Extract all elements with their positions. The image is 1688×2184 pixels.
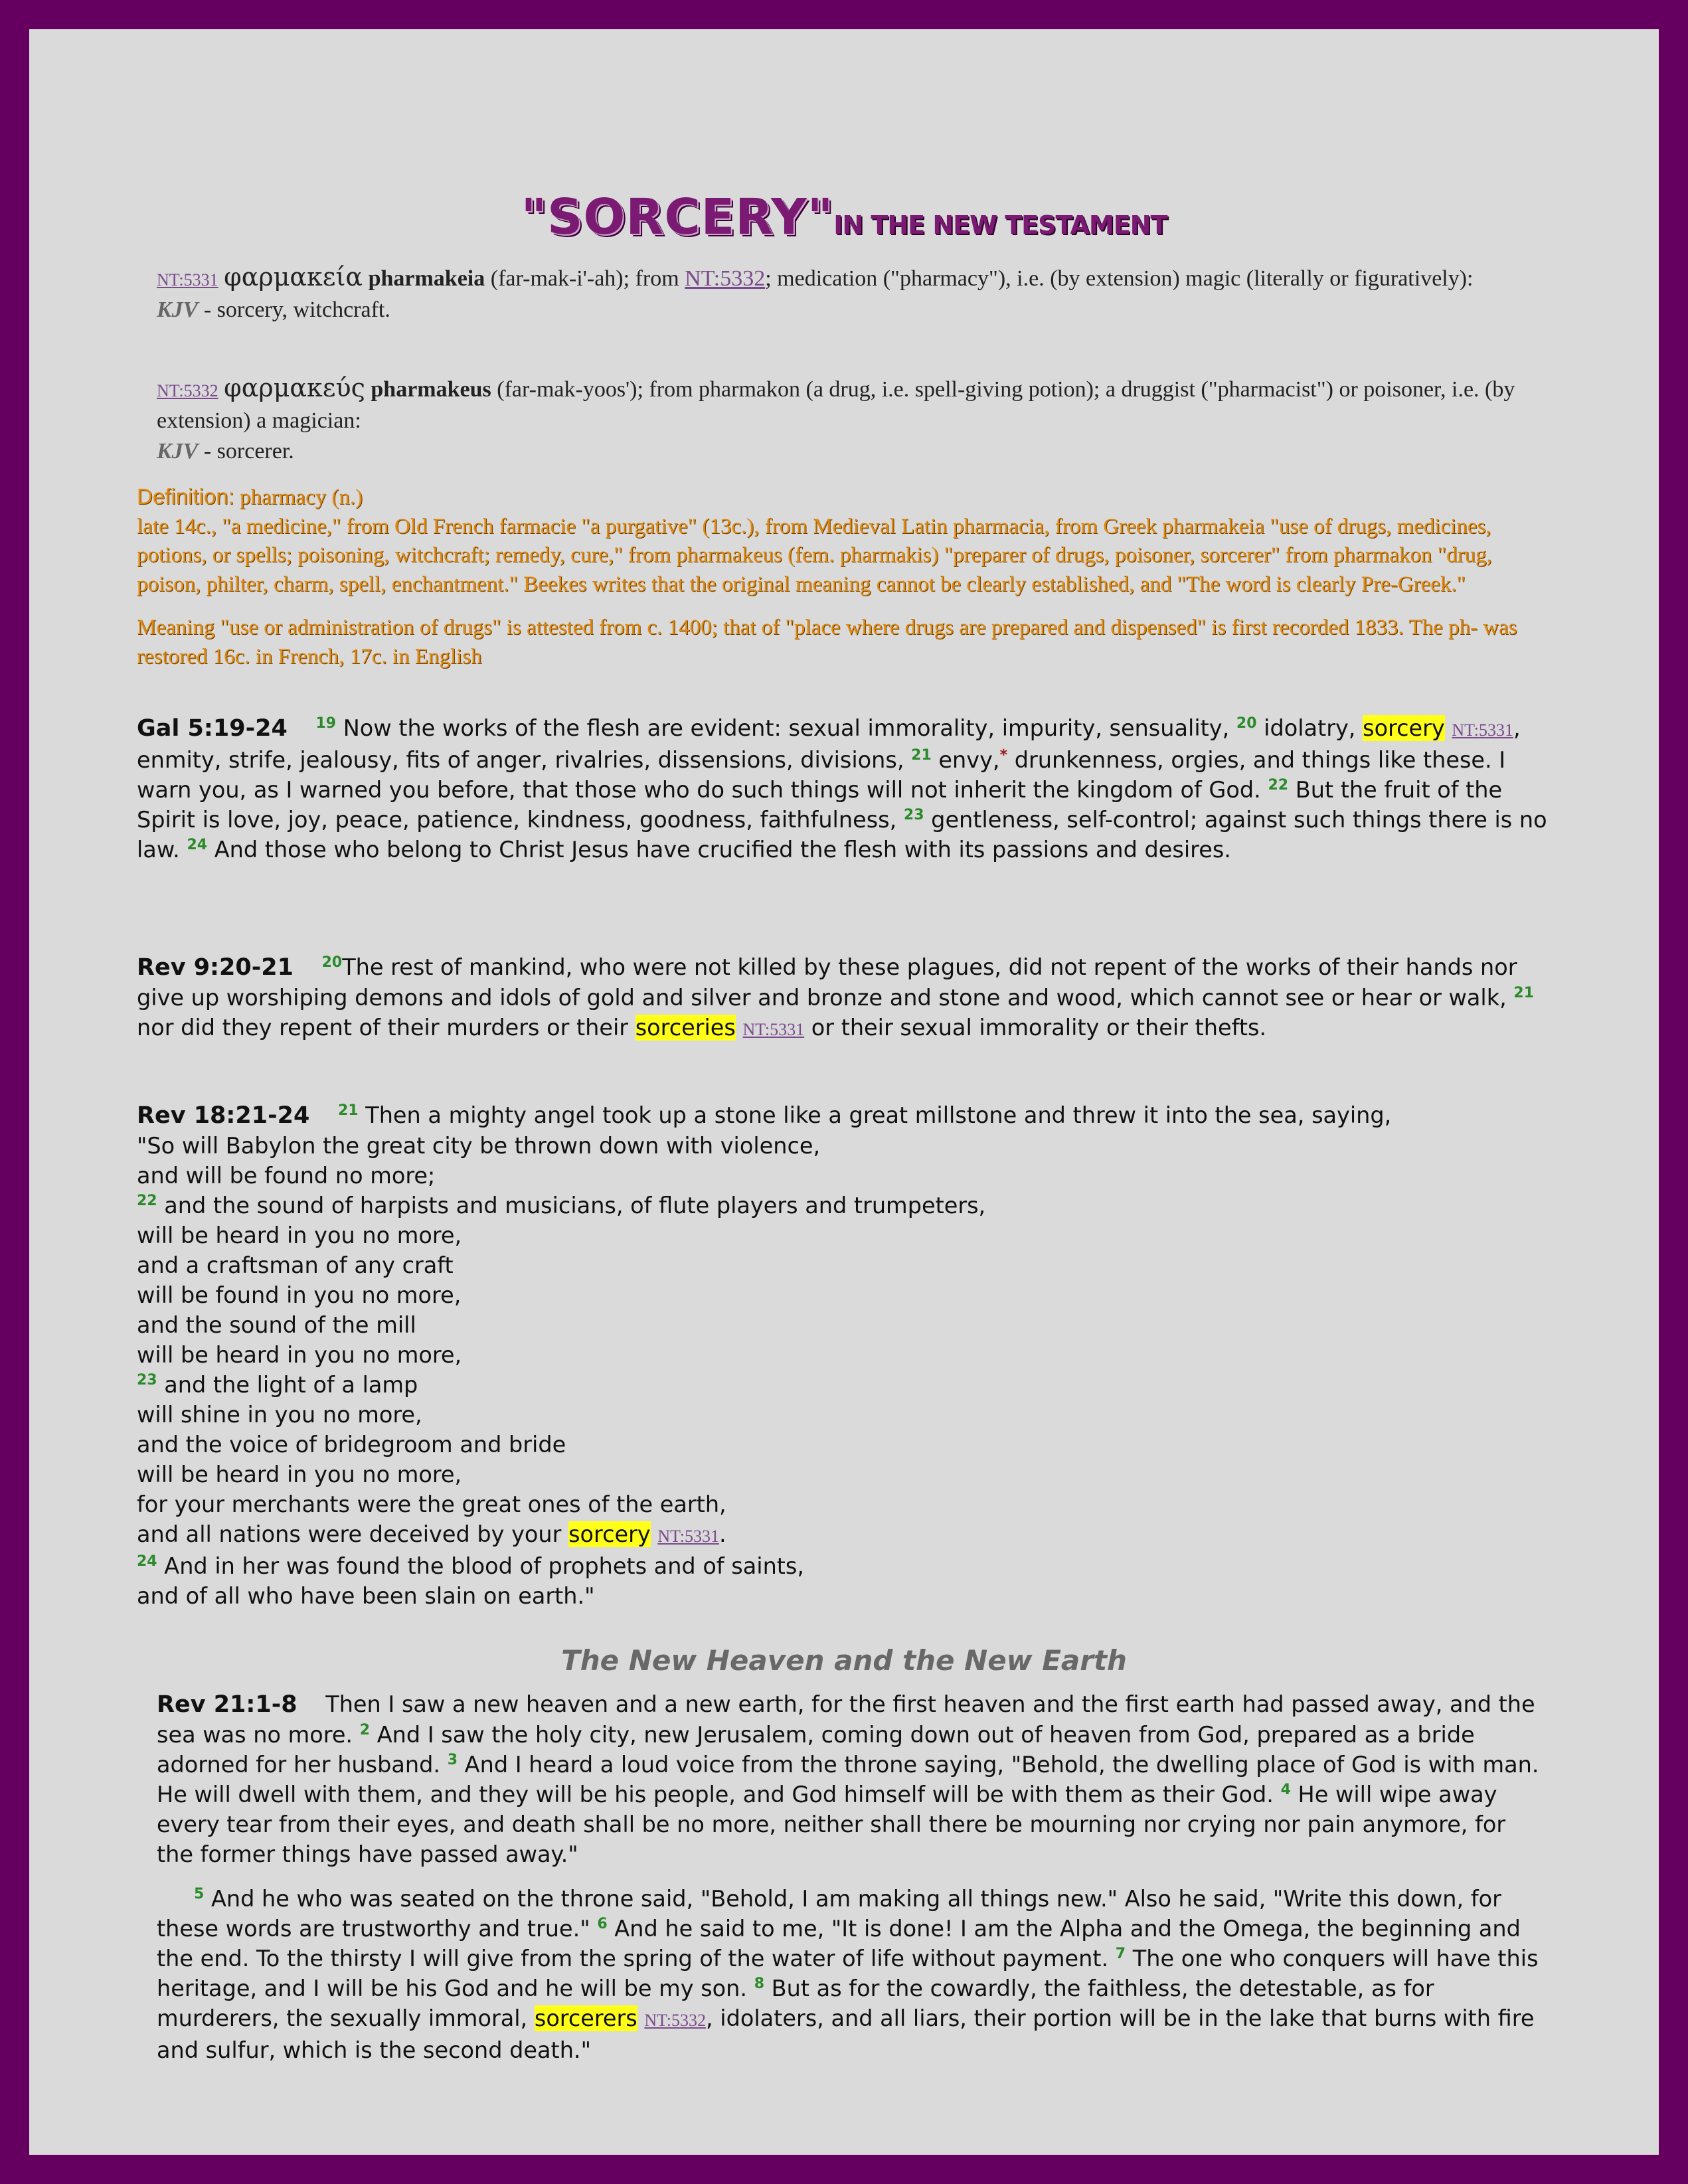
verse-text: He will wipe away every tear from their eyes, and death shall be no more, neither shall there be mourning nor crying nor pain anymore, for the former things have passed away.": [157, 1782, 1506, 1867]
footnote-marker[interactable]: *: [999, 746, 1008, 764]
kjv-label: KJV: [157, 438, 199, 463]
verse-number: 20: [1236, 714, 1257, 732]
verse-text: The rest of mankind, who were not killed by these plagues, did not repent of the works of their hands nor give up worshiping demons and idols of gold and silver and bronze and stone and wood, which cannot see or hear or walk,: [137, 954, 1517, 1011]
verse-text: And he said to me, "It is done! I am the Alpha and the Omega, the beginning and the end. To the thirsty I will give from the spring of the water of life without payment.: [157, 1916, 1521, 1972]
lexicon-gloss: (far-mak-yoos'); from pharmakon (a drug, i.e. spell-giving potion); a druggist ("pharmacist") or poisoner, i.e. (by extension) a magician:: [157, 377, 1515, 433]
verse-text: or their sexual immorality or their thefts.: [804, 1015, 1267, 1041]
verse-text: envy,: [931, 747, 1000, 773]
verse-number: 2: [359, 1721, 371, 1738]
verse-number: 7: [1115, 1945, 1126, 1962]
verse-number: 21: [1513, 984, 1535, 1001]
verse-number: 5: [194, 1885, 205, 1902]
verse-text: , enmity, strife, jealousy, fits of anger, rivalries, dissensions, divisions,: [137, 715, 1521, 773]
verse-reference: Rev 18:21-24: [137, 1102, 310, 1129]
punctuation: .: [718, 1521, 726, 1547]
verse-number: 23: [903, 806, 924, 823]
greek-word: φαρμακεία: [224, 262, 363, 292]
lexicon-entry-5332: [157, 371, 1518, 467]
strongs-link-5332[interactable]: NT:5332: [157, 381, 218, 400]
definition-para-1: late 14c., "a medicine," from Old French farmacie "a purgative" (13c.), from Medieval Latin pharmacia, from Greek pharmakeia "use of drugs, medicines, potions, or spells; poisoning, witchcraft; remedy, cure," from pharmakeus (fem. pharmakis) "preparer of drugs, poisoner, sorcerer" from pharmakon "drug, poison, philter, charm, spell, enchantment." Beekes writes that the original meaning cannot be clearly established, and "The word is clearly Pre-Greek.": [137, 514, 1492, 596]
strongs-link-5331[interactable]: NT:5331: [1452, 720, 1513, 740]
strongs-link-5331[interactable]: NT:5331: [657, 1527, 719, 1546]
poem-line: and all nations were deceived by your: [137, 1521, 569, 1547]
kjv-translations: - sorcery, witchcraft.: [198, 297, 390, 322]
verse-text: And I saw the holy city, new Jerusalem, coming down out of heaven from God, prepared as a bride adorned for her husband.: [157, 1722, 1475, 1778]
highlighted-word: sorcery: [568, 1521, 651, 1547]
passage-rev-21: [157, 1689, 1545, 2065]
page-panel: [29, 29, 1659, 2155]
poem-line: and the light of a lamp: [157, 1372, 418, 1398]
verse-text: drunkenness, orgies, and things like these. I warn you, as I warned you before, that those who do such things will not inherit the kingdom of God.: [137, 747, 1506, 803]
transliteration: pharmakeus: [371, 377, 491, 402]
verse-text: The one who conquers will have this heritage, and I will be his God and he will be my son.: [157, 1946, 1539, 2001]
poem-line: And in her was found the blood of prophets and of saints,: [157, 1553, 805, 1579]
pronunciation: (far-mak-i'-ah); from: [490, 266, 679, 291]
poem-line: will be heard in you no more,: [137, 1222, 462, 1248]
verse-number: 23: [137, 1371, 157, 1388]
verse-reference: Gal 5:19-24: [137, 715, 288, 742]
definition-para-2: Meaning "use or administration of drugs" is attested from c. 1400; that of "place where drugs are prepared and dispensed" is first recorded 1833. The ph- was restored 16c. in French, 17c. in English: [137, 616, 1517, 669]
verse-number: 22: [1268, 776, 1289, 794]
kjv-translations: - sorcerer.: [198, 438, 294, 463]
poem-line: and the sound of harpists and musicians, of flute players and trumpeters,: [157, 1193, 986, 1218]
verse-reference: Rev 21:1-8: [157, 1691, 297, 1718]
lexicon-gloss: ; medication ("pharmacy"), i.e. (by extension) magic (literally or figuratively):: [765, 266, 1474, 291]
verse-number: 22: [137, 1192, 157, 1209]
poem-line: and the sound of the mill: [137, 1312, 416, 1338]
verse-text: And those who belong to Christ Jesus have crucified the flesh with its passions and desires.: [207, 837, 1231, 863]
poem-line: will be heard in you no more,: [137, 1462, 462, 1487]
title-main: "SORCERY": [521, 189, 834, 246]
strongs-link-5332[interactable]: NT:5332: [644, 2011, 706, 2030]
verse-text: But as for the cowardly, the faithless, the detestable, as for murderers, the sexually immoral,: [157, 1975, 1434, 2031]
verse-number: 21: [911, 746, 932, 764]
etymology-definition: [137, 482, 1551, 671]
strongs-link-5331[interactable]: NT:5331: [157, 270, 218, 290]
verse-number: 3: [447, 1751, 458, 1768]
verse-text: nor did they repent of their murders or their: [137, 1015, 635, 1041]
verse-number: 6: [597, 1915, 608, 1932]
title-sub: IN THE NEW TESTAMENT: [833, 210, 1167, 240]
verse-text: Now the works of the flesh are evident: sexual immorality, impurity, sensuality,: [336, 715, 1236, 741]
verse-number: 20: [321, 954, 343, 971]
verse-text: Then I saw a new heaven and a new earth, for the first heaven and the first earth had passed away, and the sea was no more.: [157, 1691, 1535, 1748]
passage-rev-9: [137, 952, 1551, 1045]
transliteration: pharmakeia: [368, 266, 485, 291]
highlighted-word: sorcerers: [534, 2005, 637, 2031]
verse-number: 24: [137, 1553, 157, 1570]
poem-line: and will be found no more;: [137, 1163, 436, 1189]
poem-line: will be heard in you no more,: [137, 1342, 462, 1368]
verse-number: 24: [187, 836, 208, 853]
verse-text: But the fruit of the Spirit is love, joy, peace, patience, kindness, goodness, faithfulness,: [137, 777, 1503, 833]
verse-number: 8: [754, 1975, 765, 1992]
verse-number: 21: [337, 1102, 359, 1119]
verse-text: idolatry,: [1256, 715, 1363, 741]
verse-text: , idolaters, and all liars, their portion will be in the lake that burns with fire and sulfur, which is the second death.": [157, 2005, 1535, 2063]
definition-label: Definition:: [137, 484, 234, 509]
passage-rev-18: [137, 1100, 1551, 1611]
kjv-label: KJV: [157, 297, 199, 322]
greek-word: φαρμακεύς: [224, 373, 365, 402]
verse-number: 19: [315, 714, 337, 732]
poem-line: and the voice of bridegroom and bride: [137, 1432, 566, 1458]
poem-line: and of all who have been slain on earth.": [137, 1583, 595, 1609]
highlighted-word: sorcery: [1363, 715, 1445, 741]
poem-line: will be found in you no more,: [137, 1282, 462, 1308]
highlighted-word: sorceries: [635, 1015, 736, 1041]
poem-line: and a craftsman of any craft: [137, 1252, 454, 1278]
verse-text: gentleness, self-control; against such things there is no law.: [137, 807, 1547, 863]
verse-reference: Rev 9:20-21: [137, 954, 294, 981]
verse-text: And he who was seated on the throne said, "Behold, I am making all things new." Also he said, "Write this down, for these words are trustworthy and true.": [157, 1886, 1501, 1942]
lexicon-entry-5331: [157, 260, 1518, 325]
passage-gal-5: [137, 713, 1551, 865]
poem-line: for your merchants were the great ones of the earth,: [137, 1491, 726, 1517]
page-title: [29, 189, 1659, 246]
definition-headword: pharmacy (n.): [240, 485, 363, 509]
strongs-link-5331[interactable]: NT:5331: [742, 1020, 805, 1039]
poem-line: "So will Babylon the great city be thrown down with violence,: [137, 1133, 821, 1159]
verse-number: 4: [1280, 1781, 1291, 1798]
strongs-link-5332[interactable]: NT:5332: [685, 266, 766, 291]
poem-line: Then a mighty angel took up a stone like a great millstone and threw it into the sea, saying,: [358, 1102, 1392, 1128]
section-heading: The New Heaven and the New Earth: [561, 1644, 1127, 1677]
verse-text: And I heard a loud voice from the throne saying, "Behold, the dwelling place of God is with man. He will dwell with them, and they will be his people, and God himself will be with them as their God.: [157, 1752, 1539, 1807]
poem-line: will shine in you no more,: [137, 1402, 422, 1428]
